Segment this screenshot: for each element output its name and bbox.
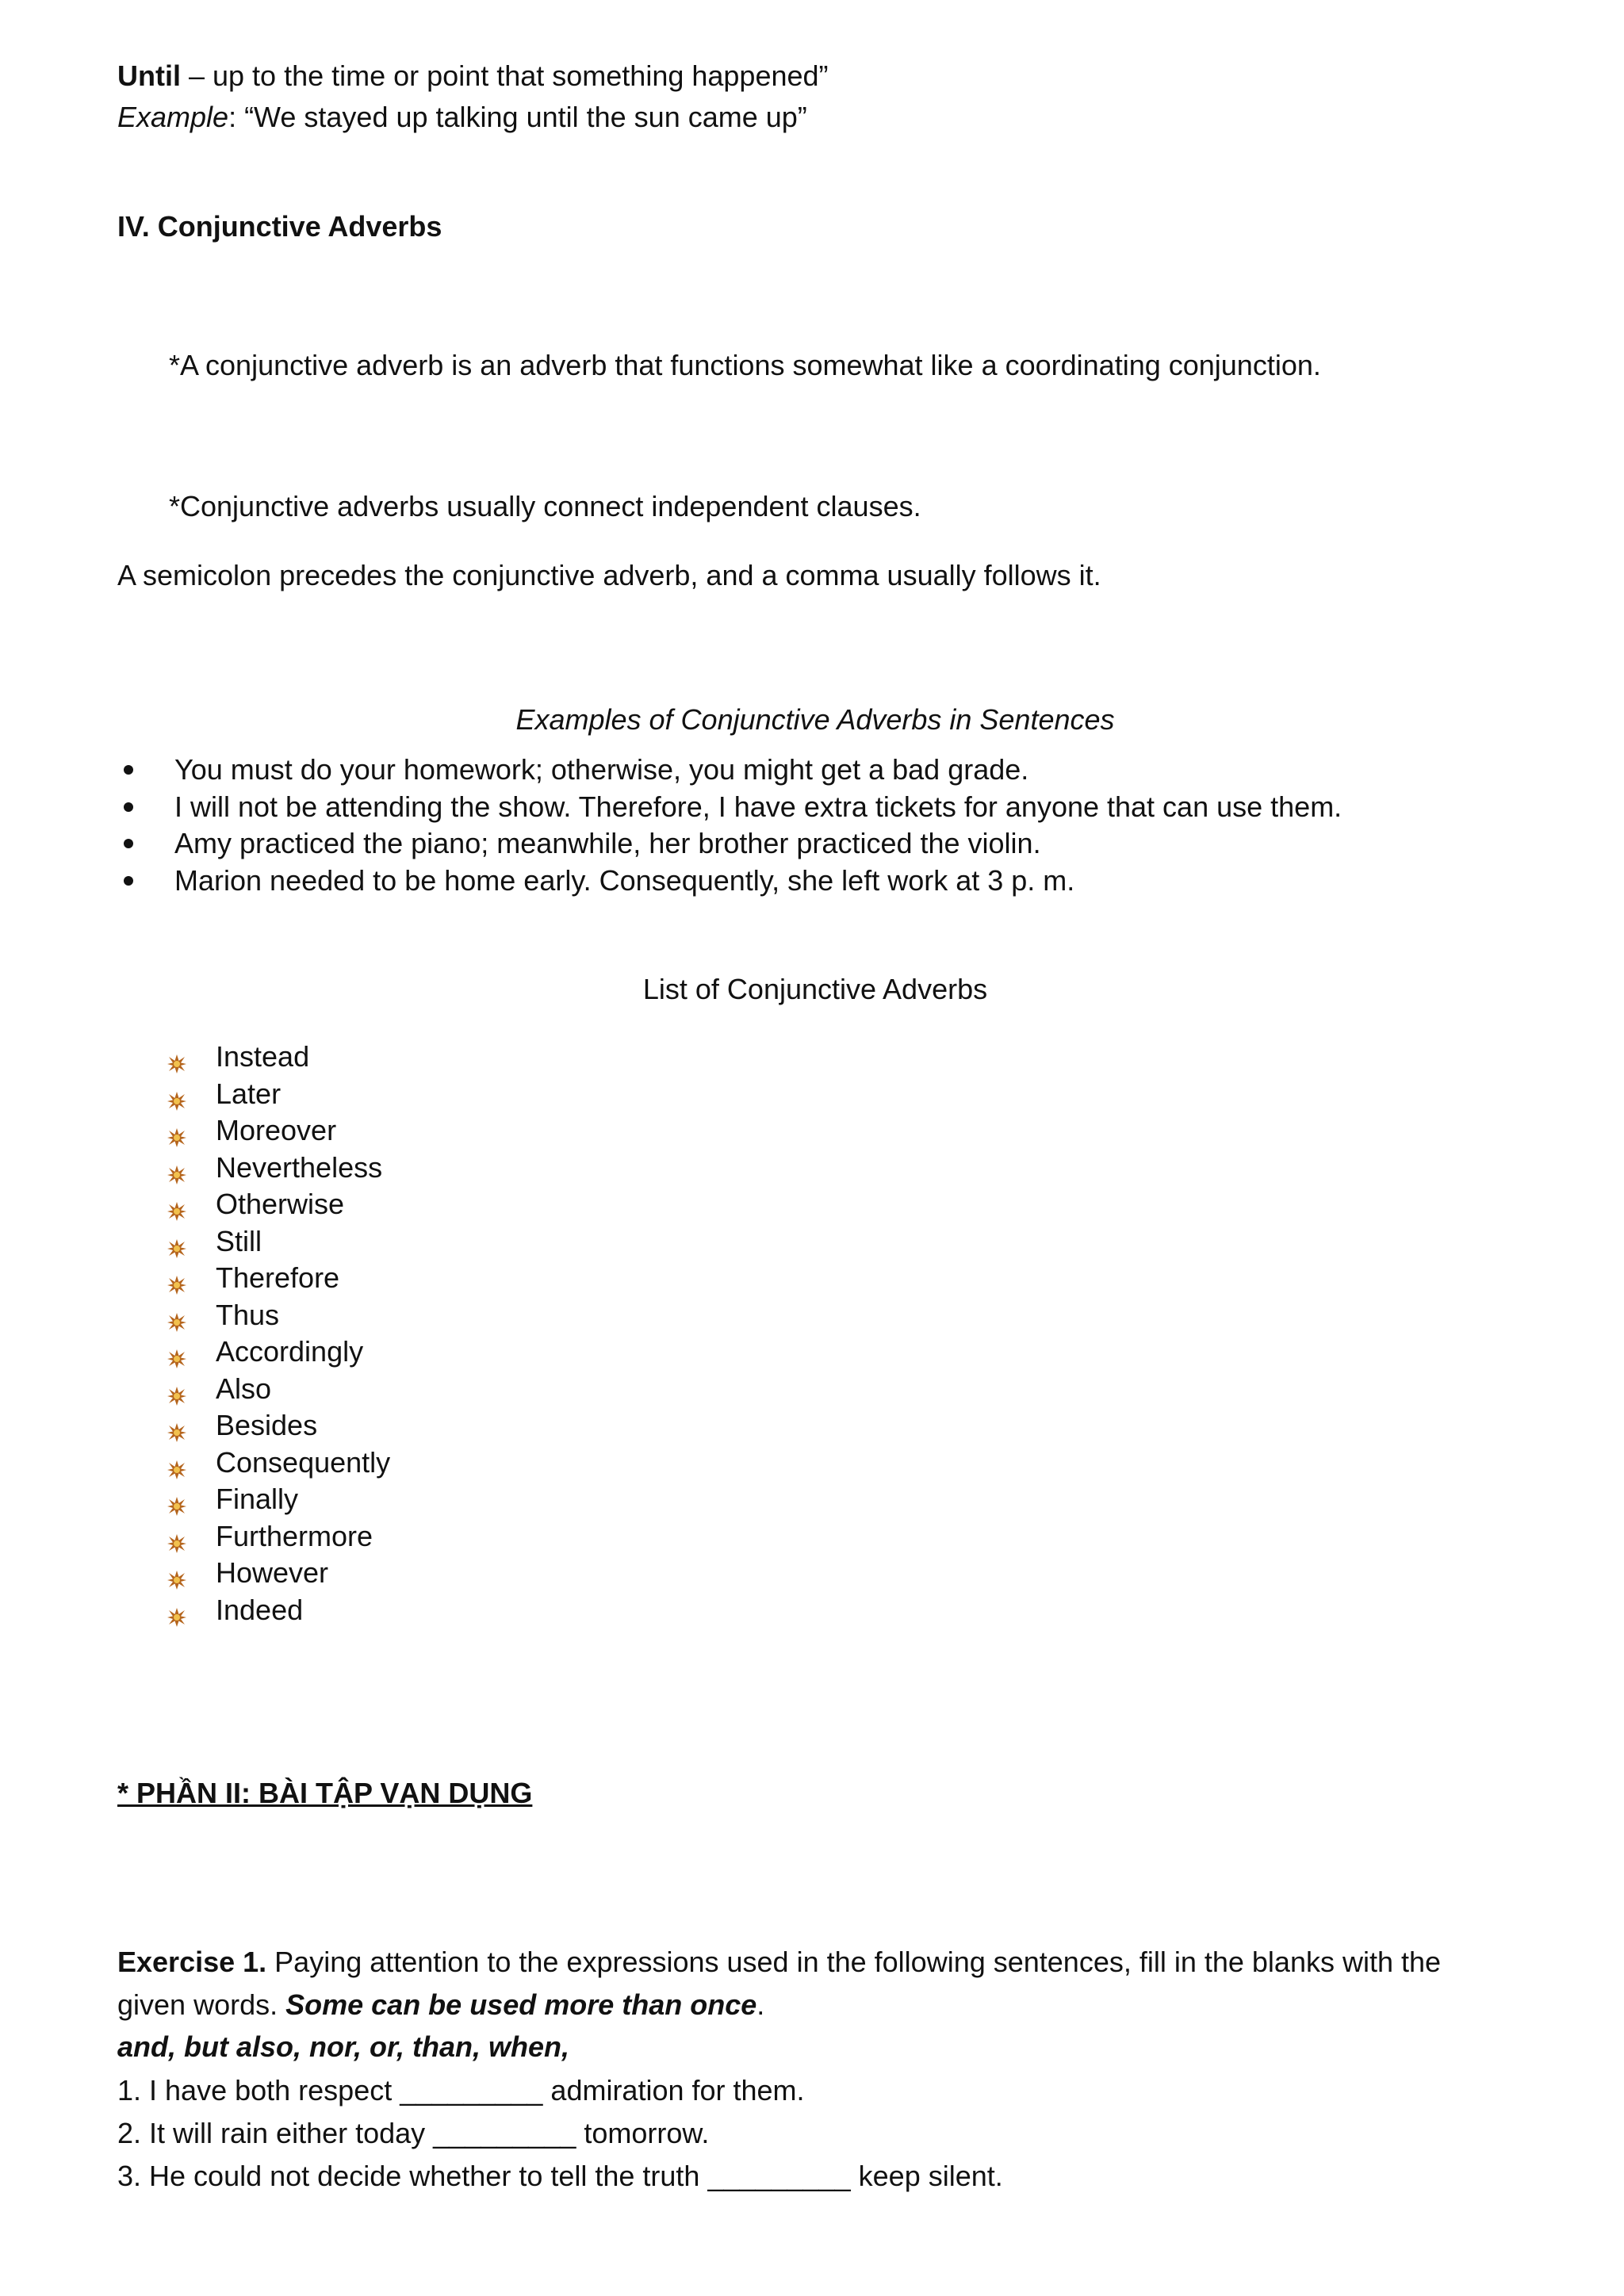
star-burst-icon: [167, 1452, 187, 1473]
adverb-word: Also: [216, 1372, 272, 1405]
adverb-list-item: [165, 1150, 390, 1187]
star-burst-icon: [167, 1305, 187, 1326]
part-ii-heading: * PHẦN II: BÀI TẬP VẠN DỤNG: [117, 1777, 533, 1809]
exercise-instruction: [117, 1941, 1497, 2026]
adverb-word: Consequently: [216, 1445, 391, 1479]
adverb-list: [165, 1039, 390, 1628]
example-sentence-text: Amy practiced the piano; meanwhile, her brother practiced the violin.: [174, 827, 1041, 859]
adverb-word: Therefore: [216, 1261, 340, 1294]
exercise-question: 3. He could not decide whether to tell the truth _________ keep silent.: [117, 2160, 1003, 2192]
example-sentence: [117, 789, 1342, 826]
example-sentence: [117, 863, 1342, 900]
star-burst-icon: [167, 1194, 187, 1215]
star-burst-icon: [167, 1047, 187, 1067]
adverb-list-heading: List of Conjunctive Adverbs: [642, 973, 988, 1005]
clauses-note: *Conjunctive adverbs usually connect independent clauses.: [169, 490, 921, 522]
exercise-questions: [117, 2069, 1003, 2198]
until-definition-block: [117, 55, 829, 138]
star-burst-icon: [167, 1268, 187, 1288]
exercise-instruction-end: .: [756, 1988, 765, 2021]
star-burst-icon: [167, 1379, 187, 1399]
examples-heading: Examples of Conjunctive Adverbs in Sentences: [515, 703, 1115, 736]
star-burst-icon: [167, 1415, 187, 1436]
star-burst-icon: [167, 1120, 187, 1141]
example-label: Example: [117, 101, 229, 134]
exercise-question: 1. I have both respect _________ admiration for them.: [117, 2074, 805, 2107]
adverb-list-item: [165, 1481, 390, 1518]
star-burst-icon: [167, 1084, 187, 1104]
bullet-dot-icon: [124, 802, 133, 812]
adverb-word: Moreover: [216, 1114, 337, 1146]
section-heading: IV. Conjunctive Adverbs: [117, 210, 442, 243]
star-burst-icon: [167, 1231, 187, 1252]
adverb-word: Later: [216, 1077, 282, 1110]
bullet-dot-icon: [124, 876, 133, 886]
exercise-instruction-text: Paying attention to the expressions used in the following sentences, fill in the blanks with the given words.: [117, 1946, 1442, 2021]
adverb-list-item: [165, 1039, 390, 1076]
adverb-word: Instead: [216, 1040, 310, 1073]
exercise-question: 2. It will rain either today _________ tomorrow.: [117, 2117, 710, 2149]
example-sentence-text: Marion needed to be home early. Consequently, she left work at 3 p. m.: [174, 863, 1075, 897]
adverb-list-item: [165, 1260, 390, 1297]
star-burst-icon: [167, 1341, 187, 1362]
example-text: : “We stayed up talking until the sun came up”: [228, 101, 807, 134]
adverb-list-item: [165, 1112, 390, 1150]
adverb-word: However: [216, 1556, 329, 1589]
adverb-list-item: [165, 1186, 390, 1223]
given-words: and, but also, nor, or, than, when,: [117, 2030, 570, 2063]
bullet-dot-icon: [124, 765, 133, 775]
star-burst-icon: [167, 1526, 187, 1547]
star-burst-icon: [167, 1563, 187, 1583]
exercise-label: Exercise 1.: [117, 1946, 267, 1978]
example-sentence: [117, 752, 1342, 789]
adverb-list-item: [165, 1518, 390, 1556]
exercise-emphasis: Some can be used more than once: [285, 1988, 757, 2021]
example-sentence-text: I will not be attending the show. Therefore, I have extra tickets for anyone that can use them.: [174, 790, 1342, 823]
adverb-word: Still: [216, 1224, 262, 1257]
adverb-word: Accordingly: [216, 1335, 364, 1368]
bullet-dot-icon: [124, 839, 133, 848]
adverb-list-item: [165, 1555, 390, 1592]
star-burst-icon: [167, 1600, 187, 1621]
adverb-word: Otherwise: [216, 1188, 345, 1220]
adverb-word: Thus: [216, 1298, 280, 1331]
adverb-list-item: [165, 1076, 390, 1113]
adverb-word: Finally: [216, 1483, 299, 1515]
example-sentence: [117, 825, 1342, 863]
until-example: [117, 97, 829, 138]
until-definition: [117, 55, 829, 97]
adverb-list-item: [165, 1407, 390, 1445]
adverb-list-item: [165, 1592, 390, 1629]
star-burst-icon: [167, 1158, 187, 1178]
adverb-word: Nevertheless: [216, 1150, 383, 1184]
adverb-list-item: [165, 1445, 390, 1482]
adverb-word: Furthermore: [216, 1519, 373, 1552]
punctuation-rule: A semicolon precedes the conjunctive adverb, and a comma usually follows it.: [117, 559, 1101, 591]
adverb-list-item: [165, 1371, 390, 1408]
adverb-list-item: [165, 1297, 390, 1334]
example-sentence-text: You must do your homework; otherwise, you might get a bad grade.: [174, 753, 1029, 786]
adverb-list-item: [165, 1334, 390, 1371]
adverb-word: Indeed: [216, 1593, 304, 1626]
star-burst-icon: [167, 1489, 187, 1510]
definition-note: *A conjunctive adverb is an adverb that functions somewhat like a coordinating conjunction.: [169, 349, 1321, 381]
adverb-list-item: [165, 1223, 390, 1261]
until-term: Until: [117, 59, 181, 92]
until-definition-text: – up to the time or point that something happened”: [180, 59, 829, 92]
adverb-word: Besides: [216, 1409, 318, 1441]
examples-list: [117, 752, 1342, 899]
